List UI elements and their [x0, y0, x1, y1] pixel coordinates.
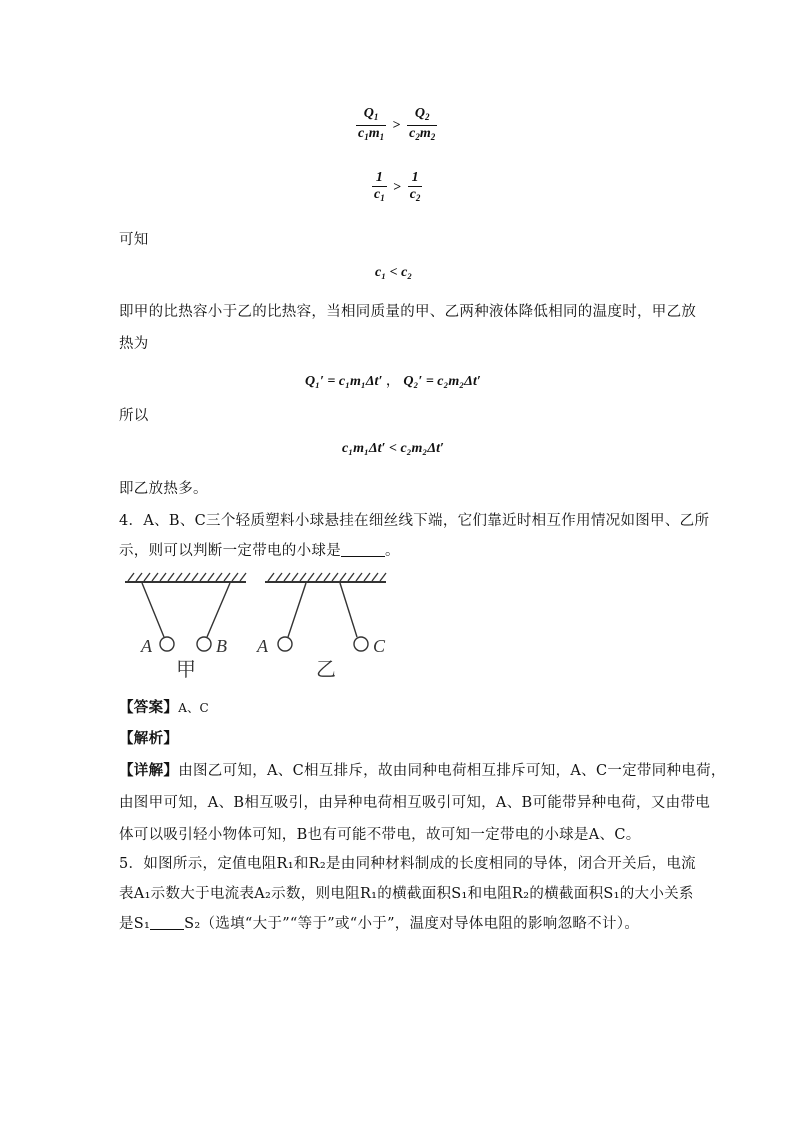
diagram-yi	[256, 573, 386, 681]
formula-reciprocal: $\frac{1}{c_1}$ > $\frac{1}{c_2}$	[372, 170, 422, 206]
fraction-right: $\frac{1}{c_2}$	[409, 170, 421, 203]
caption-yi: 乙	[316, 657, 336, 681]
ball-b	[197, 637, 211, 651]
diagram-jia	[125, 573, 246, 681]
caption-jia: 甲	[176, 657, 196, 681]
answer-blank	[341, 556, 385, 557]
detail-line: 【详解】由图乙可知，A、C相互排斥，故由同种电荷相互排斥可知，A、C一定带同种电荷，	[119, 762, 726, 779]
text-suoyi: 所以	[119, 408, 149, 424]
label-c: C	[373, 636, 386, 656]
question-4-text: 4．A、B、C三个轻质塑料小球悬挂在细丝线下端，它们靠近时相互作用情况如图甲、乙所	[119, 513, 710, 529]
fraction-left: $\frac{1}{c_1}$	[374, 170, 385, 203]
label-b: B	[216, 636, 227, 656]
detail-line: 体可以吸引轻小物体可知，B也有可能不带电，故可知一定带电的小球是A、C。	[119, 827, 641, 843]
formula-heat-compare: c₁m₁Δt′ < c₂m₂Δt′	[342, 441, 444, 456]
question-5-text: 是S₁ S₂（选填“大于”“等于”或“小于”，温度对导体电阻的影响忽略不计）。	[119, 916, 640, 932]
answer-line: 【答案】A、C	[119, 699, 209, 716]
ball-c	[354, 637, 368, 651]
text-kezhi: 可知	[119, 232, 149, 248]
ball-a	[278, 637, 292, 651]
paragraph-line: 热为	[119, 336, 149, 352]
label-a: A	[141, 636, 152, 656]
paragraph-line: 即甲的比热容小于乙的比热容，当相同质量的甲、乙两种液体降低相同的温度时，甲乙放	[119, 304, 697, 320]
formula-c-compare: c₁ < c₂	[375, 265, 413, 280]
fraction-right: $\frac{Q_2}{c_2m_2}$	[409, 106, 436, 142]
formula-heat-ratio: $\frac{Q_1}{c_1m_1}$ > $\frac{Q_2}{c_2m_2}$	[356, 106, 437, 145]
answer-blank	[150, 929, 184, 930]
label-a: A	[257, 636, 268, 656]
paragraph-line: 即乙放热多。	[119, 481, 208, 497]
question-4-text: 示，则可以判断一定带电的小球是 。	[119, 543, 400, 559]
question-5-text: 表A₁示数大于电流表A₂示数，则电阻R₁的横截面积S₁和电阻R₂的横截面积S₁的大小关系	[119, 886, 694, 902]
pendulum-figure	[120, 570, 410, 685]
ball-a	[160, 637, 174, 651]
fraction-left: $\frac{Q_1}{c_1m_1}$	[358, 106, 385, 142]
detail-line: 由图甲可知，A、B相互吸引，由异种电荷相互吸引可知，A、B可能带异种电荷，又由带电	[119, 795, 711, 811]
question-5-text: 5．如图所示，定值电阻R₁和R₂是由同种材料制成的长度相同的导体，闭合开关后，电流	[119, 856, 696, 872]
analysis-heading: 【解析】	[119, 730, 179, 747]
formula-heat-release: Q₁′ = c₁m₁Δt′ ， Q₂′ = c₂m₂Δt′	[305, 374, 481, 389]
